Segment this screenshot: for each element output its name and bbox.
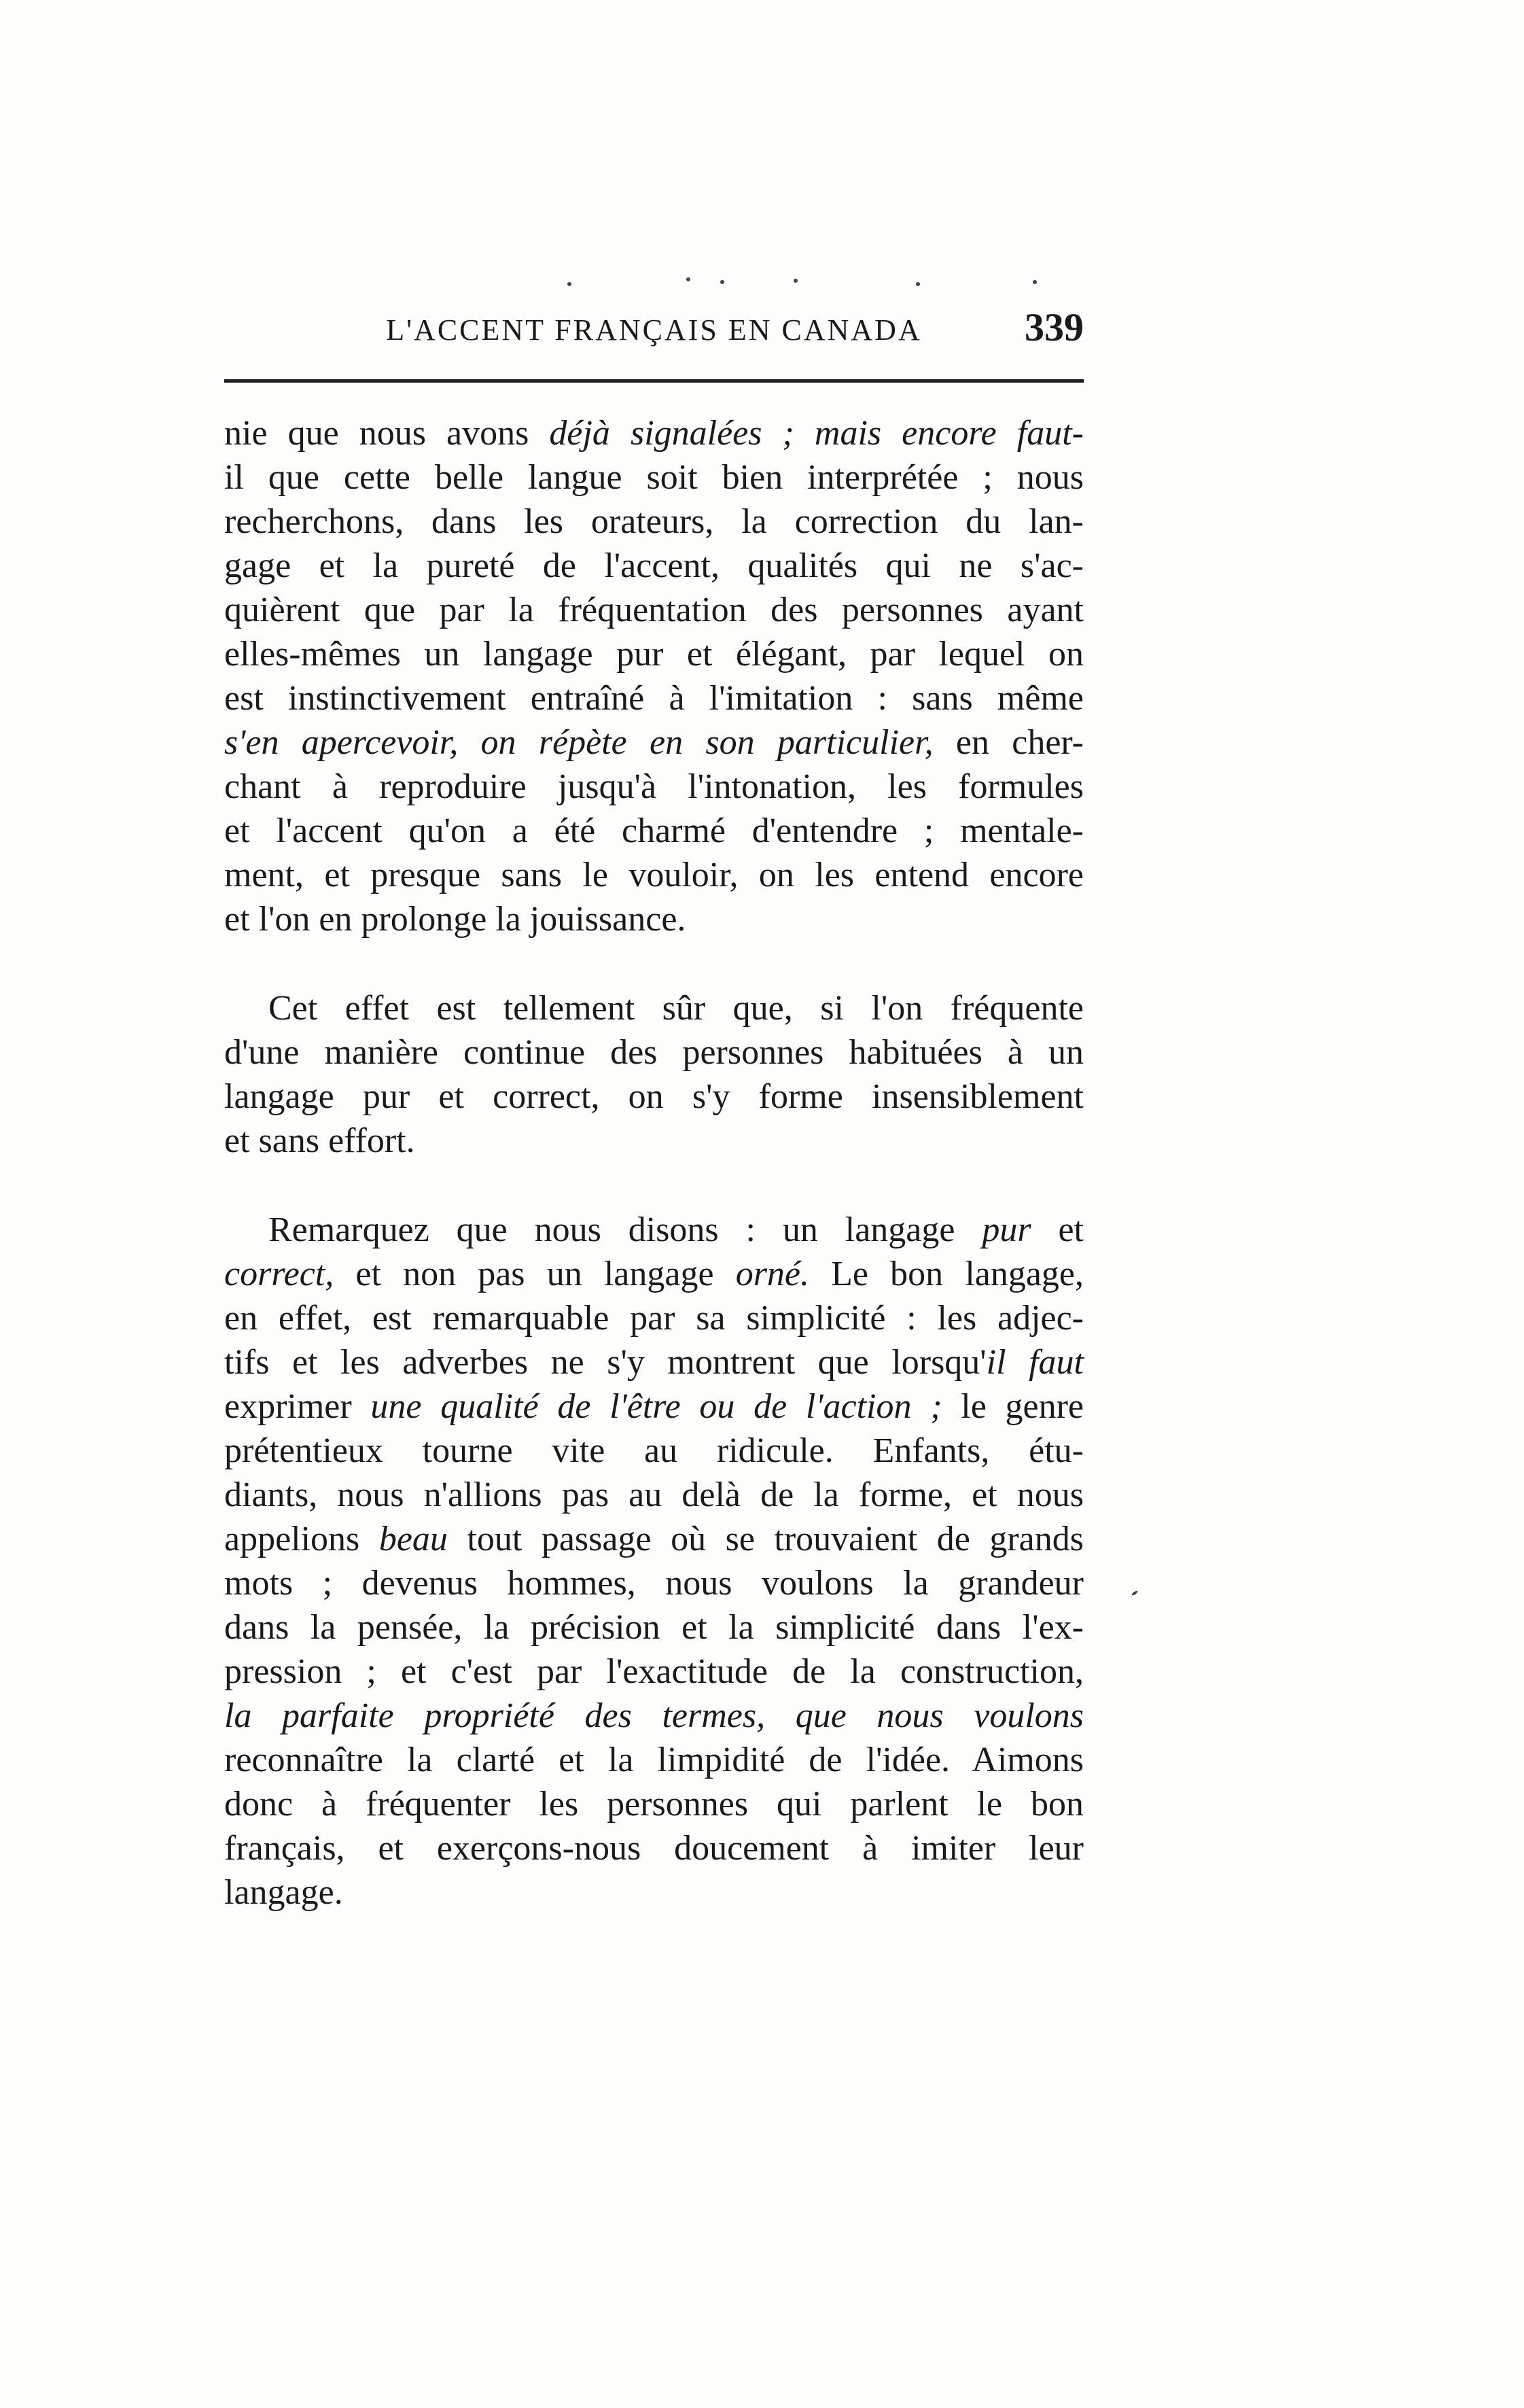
page-number: 339 (1025, 305, 1084, 349)
text-line (224, 765, 1084, 809)
text-line (224, 1296, 1084, 1340)
print-speck (1131, 1590, 1138, 1596)
text-run: est instinctivement entraîné à l'imitation : sans même (224, 679, 1084, 718)
italic-text: il faut (986, 1343, 1084, 1382)
text-run: chant à reproduire jusqu'à l'intonation, les formules (224, 767, 1084, 806)
text-run: en effet, est remarquable par sa simplicité : les adjec- (224, 1299, 1084, 1338)
text-line (224, 1870, 1084, 1915)
italic-text: beau (378, 1520, 448, 1558)
text-run: exprimer (224, 1387, 371, 1426)
text-run: tout passage où se trouvaient de grands (447, 1520, 1084, 1558)
text-line (224, 1517, 1084, 1561)
text-line (224, 1694, 1084, 1738)
text-run: et l'on en prolonge la jouissance. (224, 900, 686, 939)
text-run: reconnaître la clarté et la limpidité de l'idée. Aimons (224, 1741, 1084, 1779)
text-run: pression ; et c'est par l'exactitude de la construction, (224, 1652, 1084, 1691)
text-run: mots ; devenus hommes, nous voulons la grandeur (224, 1564, 1084, 1603)
text-run: Remarquez que nous disons : un langage (268, 1210, 982, 1249)
text-line (224, 1605, 1084, 1650)
text-run: donc à fréquenter les personnes qui parlent le bon (224, 1785, 1084, 1824)
text-line (224, 1782, 1084, 1826)
text-line (224, 500, 1084, 544)
text-run: le genre (942, 1387, 1084, 1426)
text-line (224, 1650, 1084, 1694)
print-speck (916, 282, 920, 286)
text-run: français, et exerçons-nous doucement à imiter leur (224, 1829, 1084, 1868)
print-speck (686, 277, 690, 281)
text-line (224, 1826, 1084, 1870)
text-line (224, 1030, 1084, 1075)
print-speck (794, 279, 798, 283)
text-line (224, 1384, 1084, 1429)
text-line (224, 853, 1084, 897)
text-line (224, 676, 1084, 720)
paragraph (224, 986, 1084, 1163)
text-line (224, 1208, 1084, 1252)
italic-text: correct, (224, 1255, 334, 1293)
text-run: et non pas un langage (334, 1255, 736, 1293)
text-run: et l'accent qu'on a été charmé d'entendre ; mentale- (224, 812, 1084, 850)
text-run: langage. (224, 1873, 343, 1912)
italic-text: s'en apercevoir, on répète en son particulier, (224, 723, 934, 762)
text-run: elles-mêmes un langage pur et élégant, par lequel on (224, 635, 1084, 674)
italic-text: déjà signalées ; mais encore faut- (549, 414, 1084, 453)
text-line (224, 1561, 1084, 1605)
text-run: en cher- (933, 723, 1084, 762)
text-run: appelions (224, 1520, 379, 1558)
running-head (224, 304, 1084, 356)
text-line (224, 455, 1084, 500)
text-line (224, 632, 1084, 676)
print-speck (567, 282, 571, 286)
text-run: Cet effet est tellement sûr que, si l'on fréquente (268, 989, 1084, 1028)
running-title: L'ACCENT FRANÇAIS EN CANADA (386, 313, 922, 347)
text-line (224, 1252, 1084, 1296)
text-line (224, 1075, 1084, 1119)
text-run: gage et la pureté de l'accent, qualités qui ne s'ac- (224, 546, 1084, 585)
body-text (224, 411, 1084, 1915)
italic-text: la parfaite propriété des termes, que nous voulons (224, 1696, 1084, 1735)
paragraph (224, 1208, 1084, 1915)
text-run: recherchons, dans les orateurs, la correction du lan- (224, 502, 1084, 541)
text-line (224, 1340, 1084, 1384)
text-run: prétentieux tourne vite au ridicule. Enfants, étu- (224, 1431, 1084, 1470)
text-line (224, 544, 1084, 588)
text-line (224, 809, 1084, 853)
text-run: tifs et les adverbes ne s'y montrent que lorsqu' (224, 1343, 987, 1382)
text-run: Le bon langage, (809, 1255, 1084, 1293)
text-line (224, 986, 1084, 1030)
text-run: il que cette belle langue soit bien interprétée ; nous (224, 458, 1084, 497)
text-line (224, 411, 1084, 455)
text-line (224, 1473, 1084, 1517)
header-rule (224, 379, 1084, 383)
text-run: et (1031, 1210, 1084, 1249)
print-speck (720, 280, 724, 284)
print-speck (1033, 280, 1037, 284)
text-run: ment, et presque sans le vouloir, on les entend encore (224, 856, 1084, 894)
text-run: d'une manière continue des personnes habituées à un (224, 1033, 1084, 1072)
text-run: quièrent que par la fréquentation des personnes ayant (224, 591, 1084, 629)
text-line (224, 1429, 1084, 1473)
text-run: et sans effort. (224, 1121, 415, 1160)
text-run: diants, nous n'allions pas au delà de la forme, et nous (224, 1476, 1084, 1514)
italic-text: pur (982, 1210, 1031, 1249)
text-line (224, 897, 1084, 941)
text-line (224, 588, 1084, 632)
italic-text: orné. (735, 1255, 810, 1293)
text-run: langage pur et correct, on s'y forme insensiblement (224, 1077, 1084, 1116)
text-run: dans la pensée, la précision et la simplicité dans l'ex- (224, 1608, 1084, 1647)
paragraph (224, 411, 1084, 941)
text-line (224, 1119, 1084, 1163)
text-line (224, 1738, 1084, 1782)
text-run: nie que nous avons (224, 414, 550, 453)
text-line (224, 720, 1084, 765)
italic-text: une qualité de l'être ou de l'action ; (370, 1387, 942, 1426)
